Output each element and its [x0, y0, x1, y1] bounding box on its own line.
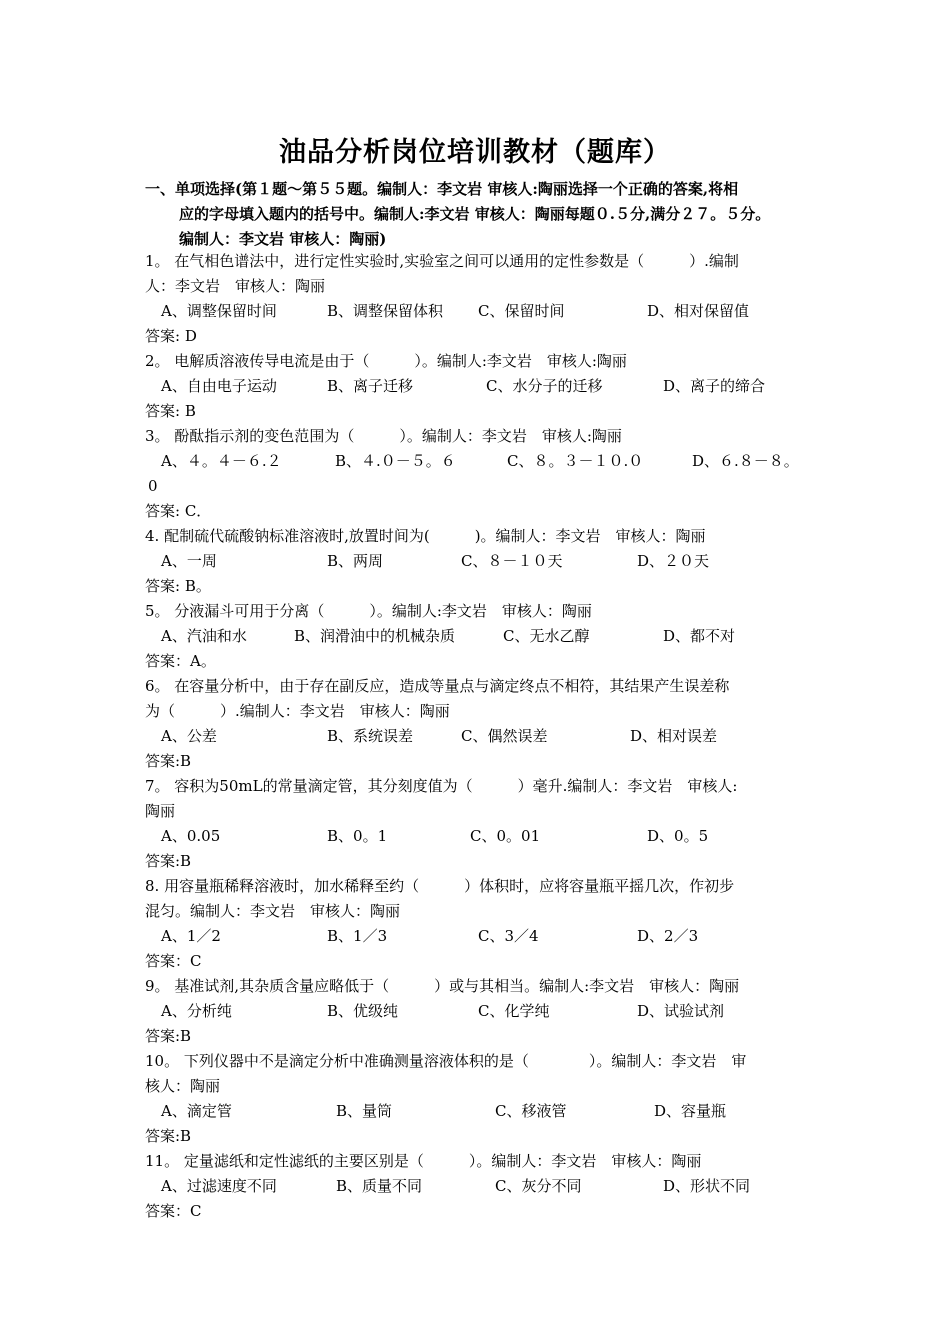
question-text: 核人：陶丽 [145, 1077, 221, 1095]
question-text: 人：李文岩 审核人：陶丽 [145, 277, 326, 295]
option-c: C、灰分不同 [495, 1177, 582, 1195]
option-b: B、质量不同 [336, 1177, 423, 1195]
option-a: A、1／2 [161, 927, 221, 945]
question-text: 7。 容积为50mL的常量滴定管，其分刻度值为（ ）毫升.编制人：李文岩 审核人: [145, 777, 738, 795]
options-row [145, 624, 825, 649]
option-c: C、移液管 [495, 1102, 567, 1120]
option-a: A、４。４－６.２ [161, 452, 282, 470]
answer-text: 答案: B [145, 402, 196, 420]
question-text: 8. 用容量瓶稀释溶液时，加水稀释至约（ ）体积时，应将容量瓶平摇几次，作初步 [145, 877, 735, 895]
option-d: D、离子的缔合 [663, 377, 766, 395]
option-b: B、0。1 [327, 827, 388, 845]
answer-text: 答案:B [145, 852, 192, 870]
options-row [145, 449, 825, 474]
answer-text: 答案:B [145, 752, 192, 770]
section-heading-line: 一、单项选择(第１题～第５５题。编制人：李文岩 审核人:陶丽选择一个正确的答案,将相 [145, 180, 739, 198]
options-row [145, 924, 825, 949]
question-text: 2。 电解质溶液传导电流是由于（ ）。编制人:李文岩 审核人:陶丽 [145, 352, 627, 370]
options-row [145, 1099, 825, 1124]
question-item [145, 524, 825, 599]
option-d: D、６.８－８。 [692, 452, 799, 470]
option-b: B、两周 [327, 552, 384, 570]
option-c: C、８。３－１０.０ [507, 452, 644, 470]
options-row [145, 824, 825, 849]
option-c: C、化学纯 [478, 1002, 550, 1020]
question-item [145, 349, 825, 424]
options-row [145, 999, 825, 1024]
answer-text: 答案:B [145, 1127, 192, 1145]
options-row [145, 374, 825, 399]
question-item [145, 674, 825, 774]
option-a: A、滴定管 [161, 1102, 232, 1120]
question-text: 1。 在气相色谱法中，进行定性实验时,实验室之间可以通用的定性参数是（ ）.编制 [145, 252, 739, 270]
option-b: B、优级纯 [327, 1002, 399, 1020]
option-continuation: 0 [148, 477, 158, 495]
question-item [145, 1049, 825, 1149]
options-row [145, 549, 825, 574]
document-title: 油品分析岗位培训教材（题库） [279, 137, 671, 168]
question-text: 陶丽 [145, 802, 176, 820]
option-d: D、相对误差 [630, 727, 718, 745]
question-item [145, 874, 825, 974]
option-a: A、自由电子运动 [161, 377, 277, 395]
option-b: B、系统误差 [327, 727, 414, 745]
option-c: C、水分子的迁移 [486, 377, 603, 395]
option-d: D、容量瓶 [654, 1102, 727, 1120]
option-a: A、分析纯 [161, 1002, 232, 1020]
option-d: D、试验试剂 [637, 1002, 725, 1020]
option-c: C、无水乙醇 [503, 627, 590, 645]
section-heading [145, 177, 825, 252]
option-b: B、调整保留体积 [327, 302, 444, 320]
option-c: C、0。01 [470, 827, 541, 845]
question-text: 混匀。编制人：李文岩 审核人：陶丽 [145, 902, 401, 920]
option-c: C、保留时间 [478, 302, 565, 320]
question-list [145, 249, 825, 1224]
option-b: B、1／3 [327, 927, 388, 945]
option-a: A、汽油和水 [161, 627, 247, 645]
option-a: A、一周 [161, 552, 217, 570]
question-item [145, 974, 825, 1049]
answer-text: 答案: C． [145, 502, 212, 520]
answer-text: 答案: B。 [145, 577, 211, 595]
section-heading-line: 编制人：李文岩 审核人：陶丽) [179, 230, 387, 248]
question-item [145, 774, 825, 874]
option-a: A、过滤速度不同 [161, 1177, 277, 1195]
section-heading-line: 应的字母填入题内的括号中。编制人:李文岩 审核人：陶丽每题０.５分,满分２７。５分。 [179, 205, 771, 223]
option-b: B、量筒 [336, 1102, 393, 1120]
question-text: 6。 在容量分析中，由于存在副反应，造成等量点与滴定终点不相符，其结果产生误差称 [145, 677, 730, 695]
option-d: D、相对保留值 [647, 302, 750, 320]
question-text: 4. 配制硫代硫酸钠标准溶液时,放置时间为( )。编制人：李文岩 审核人：陶丽 [145, 527, 706, 545]
option-c: C、８－１０天 [461, 552, 563, 570]
option-d: D、２０天 [637, 552, 710, 570]
option-d: D、0。5 [647, 827, 709, 845]
option-c: C、偶然误差 [461, 727, 548, 745]
option-a: A、0.05 [161, 827, 221, 845]
option-a: A、公差 [161, 727, 217, 745]
option-c: C、3／4 [478, 927, 539, 945]
options-row [145, 724, 825, 749]
question-item [145, 249, 825, 349]
question-text: 3。 酚酞指示剂的变色范围为（ ）。编制人：李文岩 审核人:陶丽 [145, 427, 622, 445]
answer-text: 答案:B [145, 1027, 192, 1045]
question-text: 9。 基准试剂,其杂质含量应略低于（ ）或与其相当。编制人:李文岩 审核人：陶丽 [145, 977, 740, 995]
option-b: B、润滑油中的机械杂质 [294, 627, 456, 645]
answer-text: 答案：C [145, 952, 202, 970]
question-item [145, 424, 825, 524]
options-row [145, 299, 825, 324]
options-row [145, 1174, 825, 1199]
option-d: D、形状不同 [663, 1177, 751, 1195]
question-text: 10。 下列仪器中不是滴定分析中准确测量溶液体积的是（ ）。编制人：李文岩 审 [145, 1052, 747, 1070]
question-text: 5。 分液漏斗可用于分离（ ）。编制人:李文岩 审核人：陶丽 [145, 602, 592, 620]
option-b: B、４.０－５。６ [335, 452, 456, 470]
option-b: B、离子迁移 [327, 377, 414, 395]
option-a: A、调整保留时间 [161, 302, 277, 320]
question-text: 11。 定量滤纸和定性滤纸的主要区别是（ ）。编制人：李文岩 审核人：陶丽 [145, 1152, 702, 1170]
question-item [145, 1149, 825, 1224]
option-d: D、2／3 [637, 927, 699, 945]
question-text: 为（ ）.编制人：李文岩 审核人：陶丽 [145, 702, 450, 720]
answer-text: 答案：C [145, 1202, 202, 1220]
answer-text: 答案: D [145, 327, 197, 345]
question-item [145, 599, 825, 674]
option-d: D、都不对 [663, 627, 736, 645]
answer-text: 答案：A。 [145, 652, 216, 670]
